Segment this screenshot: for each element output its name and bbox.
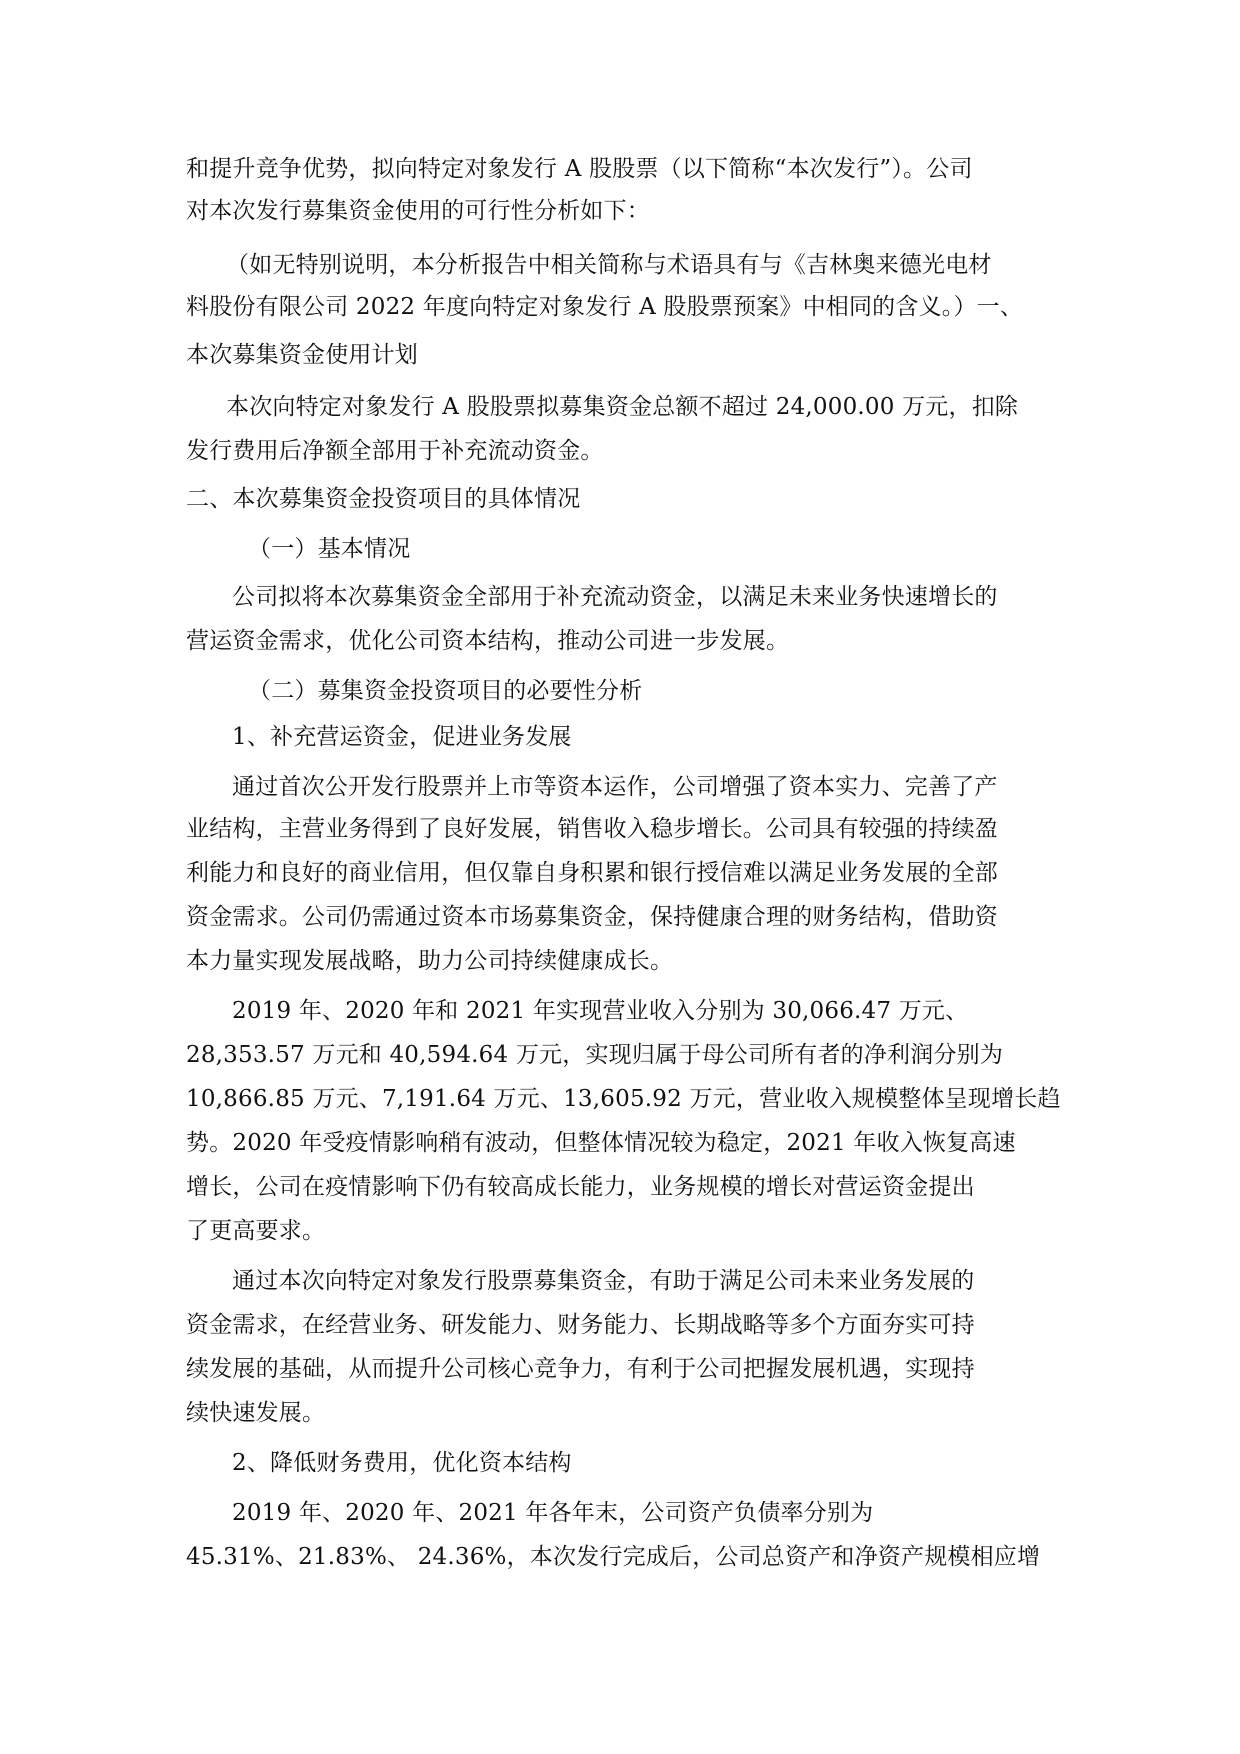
text-line: 增长，公司在疫情影响下仍有较高成长能力，业务规模的增长对营运资金提出 bbox=[186, 1174, 975, 1200]
text-line: 资金需求，在经营业务、研发能力、财务能力、长期战略等多个方面夯实可持 bbox=[186, 1312, 975, 1338]
text-line: 2019 年、2020 年和 2021 年实现营业收入分别为 30,066.47 万元、 bbox=[232, 998, 969, 1024]
text-line: 对本次发行募集资金使用的可行性分析如下： bbox=[186, 198, 650, 224]
text-line: 利能力和良好的商业信用，但仅靠自身积累和银行授信难以满足业务发展的全部 bbox=[186, 860, 998, 886]
subsection-heading: （二）募集资金投资项目的必要性分析 bbox=[248, 678, 643, 704]
text-line: 营运资金需求，优化公司资本结构，推动公司进一步发展。 bbox=[186, 628, 790, 654]
text-line: 2019 年、2020 年、2021 年各年末，公司资产负债率分别为 bbox=[232, 1500, 874, 1526]
text-line: 续发展的基础，从而提升公司核心竞争力，有利于公司把握发展机遇，实现持 bbox=[186, 1356, 975, 1382]
text-line: 45.31%、21.83%、 24.36%，本次发行完成后，公司总资产和净资产规模相应增 bbox=[186, 1544, 1041, 1570]
text-line: 本力量实现发展战略，助力公司持续健康成长。 bbox=[186, 948, 674, 974]
text-line: 资金需求。公司仍需通过资本市场募集资金，保持健康合理的财务结构，借助资 bbox=[186, 904, 998, 930]
text-line: 28,353.57 万元和 40,594.64 万元，实现归属于母公司所有者的净利润分别为 bbox=[186, 1042, 1004, 1068]
text-line: 通过首次公开发行股票并上市等资本运作，公司增强了资本实力、完善了产 bbox=[232, 774, 998, 800]
text-line: 公司拟将本次募集资金全部用于补充流动资金，以满足未来业务快速增长的 bbox=[232, 584, 998, 610]
text-line: 本次募集资金使用计划 bbox=[186, 342, 418, 368]
subsection-heading: （一）基本情况 bbox=[248, 536, 411, 562]
text-line: 续快速发展。 bbox=[186, 1400, 326, 1426]
text-line: 通过本次向特定对象发行股票募集资金，有助于满足公司未来业务发展的 bbox=[232, 1268, 975, 1294]
text-line: 势。2020 年受疫情影响稍有波动，但整体情况较为稳定，2021 年收入恢复高速 bbox=[186, 1130, 1016, 1156]
text-line: 和提升竞争优势，拟向特定对象发行 A 股股票（以下简称“本次发行”）。公司 bbox=[186, 156, 973, 182]
text-line: 发行费用后净额全部用于补充流动资金。 bbox=[186, 438, 604, 464]
text-line: （如无特别说明，本分析报告中相关简称与术语具有与《吉林奥来德光电材 bbox=[226, 252, 992, 278]
text-line: 本次向特定对象发行 A 股股票拟募集资金总额不超过 24,000.00 万元，扣除 bbox=[226, 394, 1019, 420]
text-line: 业结构，主营业务得到了良好发展，销售收入稳步增长。公司具有较强的持续盈 bbox=[186, 816, 998, 842]
item-heading: 1、补充营运资金，促进业务发展 bbox=[232, 724, 572, 750]
text-line: 料股份有限公司 2022 年度向特定对象发行 A 股股票预案》中相同的含义。）一、 bbox=[186, 294, 1024, 320]
text-line: 了更高要求。 bbox=[186, 1218, 326, 1244]
item-heading: 2、降低财务费用，优化资本结构 bbox=[232, 1450, 572, 1476]
text-line: 10,866.85 万元、7,191.64 万元、13,605.92 万元，营业收入规模整体呈现增长趋 bbox=[186, 1086, 1061, 1112]
section-heading: 二、本次募集资金投资项目的具体情况 bbox=[186, 486, 581, 512]
